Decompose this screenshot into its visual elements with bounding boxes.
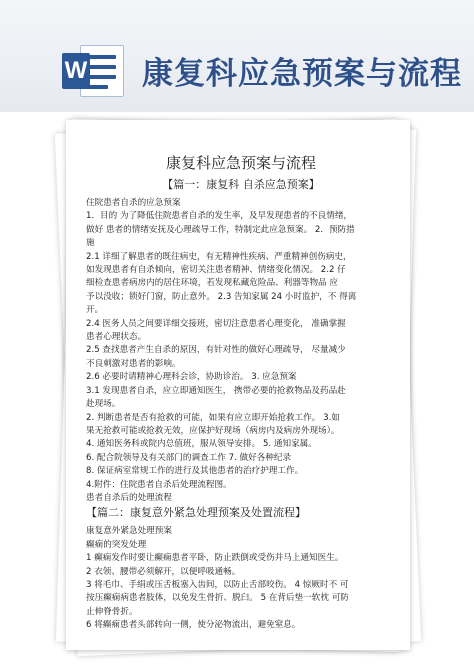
- section1-line: 不良刺激对患者的影响。: [86, 358, 181, 369]
- section1-line: 6. 配合院领导及有关部门的调查工作 7. 做好各种纪录: [86, 452, 292, 463]
- section1-line: 予以没收；锁好门窗，防止意外。 2.3 告知家属 24 小时监护，不 得离: [86, 291, 357, 302]
- word-document-icon: [62, 45, 126, 95]
- section1-line: 施: [86, 238, 95, 249]
- section1-line: 2. 判断患者是否有抢救的可能，如果有应立即开始抢救工作。 3.如: [86, 412, 340, 423]
- section1-line: 如发现患者有自杀倾向，密切关注患者精神、情绪变化情况。 2.2 仔: [86, 265, 346, 276]
- document-title: 康复科应急预案与流程: [165, 154, 316, 172]
- section2-line: 康复意外紧急处理预案: [86, 526, 172, 537]
- section2-line: 3 将毛巾、手绢或压舌板塞入齿间，以防止舌部咬伤。 4 惊厥时不 可: [86, 579, 349, 590]
- banner-title: 康复科应急预案与流程: [142, 56, 462, 92]
- section1-line: 患者心理状态。: [86, 332, 147, 343]
- section1-heading: 【篇一：康复科 自杀应急预案】: [162, 178, 320, 191]
- section1-line: 8. 保证病室常规工作的进行及其他患者的治疗护理工作。: [86, 466, 304, 477]
- section1-line: 果无抢救可能或抢救无效，应保护好现场（病房内及病房外现场）。: [86, 425, 340, 436]
- section2-line: 癫痫的突发处理: [86, 539, 147, 550]
- section2-line: 止伸脊骨折。: [86, 606, 138, 617]
- word-letter-badge: W: [62, 53, 90, 89]
- header-banner: [0, 0, 474, 112]
- section1-line: 赴现场。: [86, 399, 121, 410]
- section1-line: 4.附件：住院患者自杀后处理流程图。: [86, 479, 232, 490]
- section2-heading: 【篇二：康复意外紧急处理预案及处置流程】: [86, 506, 306, 520]
- section2-line: 1 癫痫发作时要让癫痫患者平卧，防止跌倒或受伤并马上通知医生。: [86, 553, 344, 564]
- section2-line: 6 将癫痫患者头部转向一侧，使分泌物流出，避免窒息。: [86, 620, 301, 631]
- section1-line: 做好 患者的情绪安抚及心理疏导工作，特制定此应急预案。 2．预防措: [86, 224, 355, 235]
- section1-line: 3.1 发现患者自杀，应立即通知医生， 携带必要的抢救物品及药品赴: [86, 385, 346, 396]
- section2-line: 按压癫痫病患者肢体，以免发生骨折、脱臼。 5 在背后垫一软枕 可防: [86, 593, 349, 604]
- section1-line: 2.5 查找患者产生自杀的原因，有针对性的做好心理疏导， 尽量减少: [86, 345, 346, 356]
- section1-line: 2.6 必要时请精神心理科会诊，协助诊治。 3. 应急预案: [86, 372, 297, 383]
- section1-line: 2.4 医务人员之间要详细交接班，密切注意患者心理变化， 准确掌握: [86, 318, 346, 329]
- text-line-icon: [88, 65, 116, 69]
- document-content: [86, 152, 396, 633]
- section1-line: 开。: [86, 305, 104, 316]
- section2-line: 2 衣领、腰带必须解开，以便呼吸通畅。: [86, 566, 241, 577]
- document-page: [66, 120, 410, 650]
- text-line-icon: [88, 55, 116, 59]
- section1-line: 1．目的 为了降低住院患者自杀的发生率，及早发现患者的不良情绪，: [86, 211, 353, 222]
- section1-line: 4. 通知医务科或院内总值班，服从领导安排。 5. 通知家属。: [86, 439, 317, 450]
- section1-line: 住院患者自杀的应急预案: [86, 198, 181, 208]
- section1-line: 细检查患者病房内的居住环境，若发现私藏危险品、利器等物品 应: [86, 278, 338, 289]
- section1-line: 患者自杀后的处理流程: [86, 492, 172, 503]
- text-line-icon: [88, 85, 108, 89]
- section1-line: 2.1 详细了解患者的既往病史，有无精神性疾病、严重精神创伤病史，: [86, 251, 352, 262]
- text-line-icon: [88, 75, 116, 79]
